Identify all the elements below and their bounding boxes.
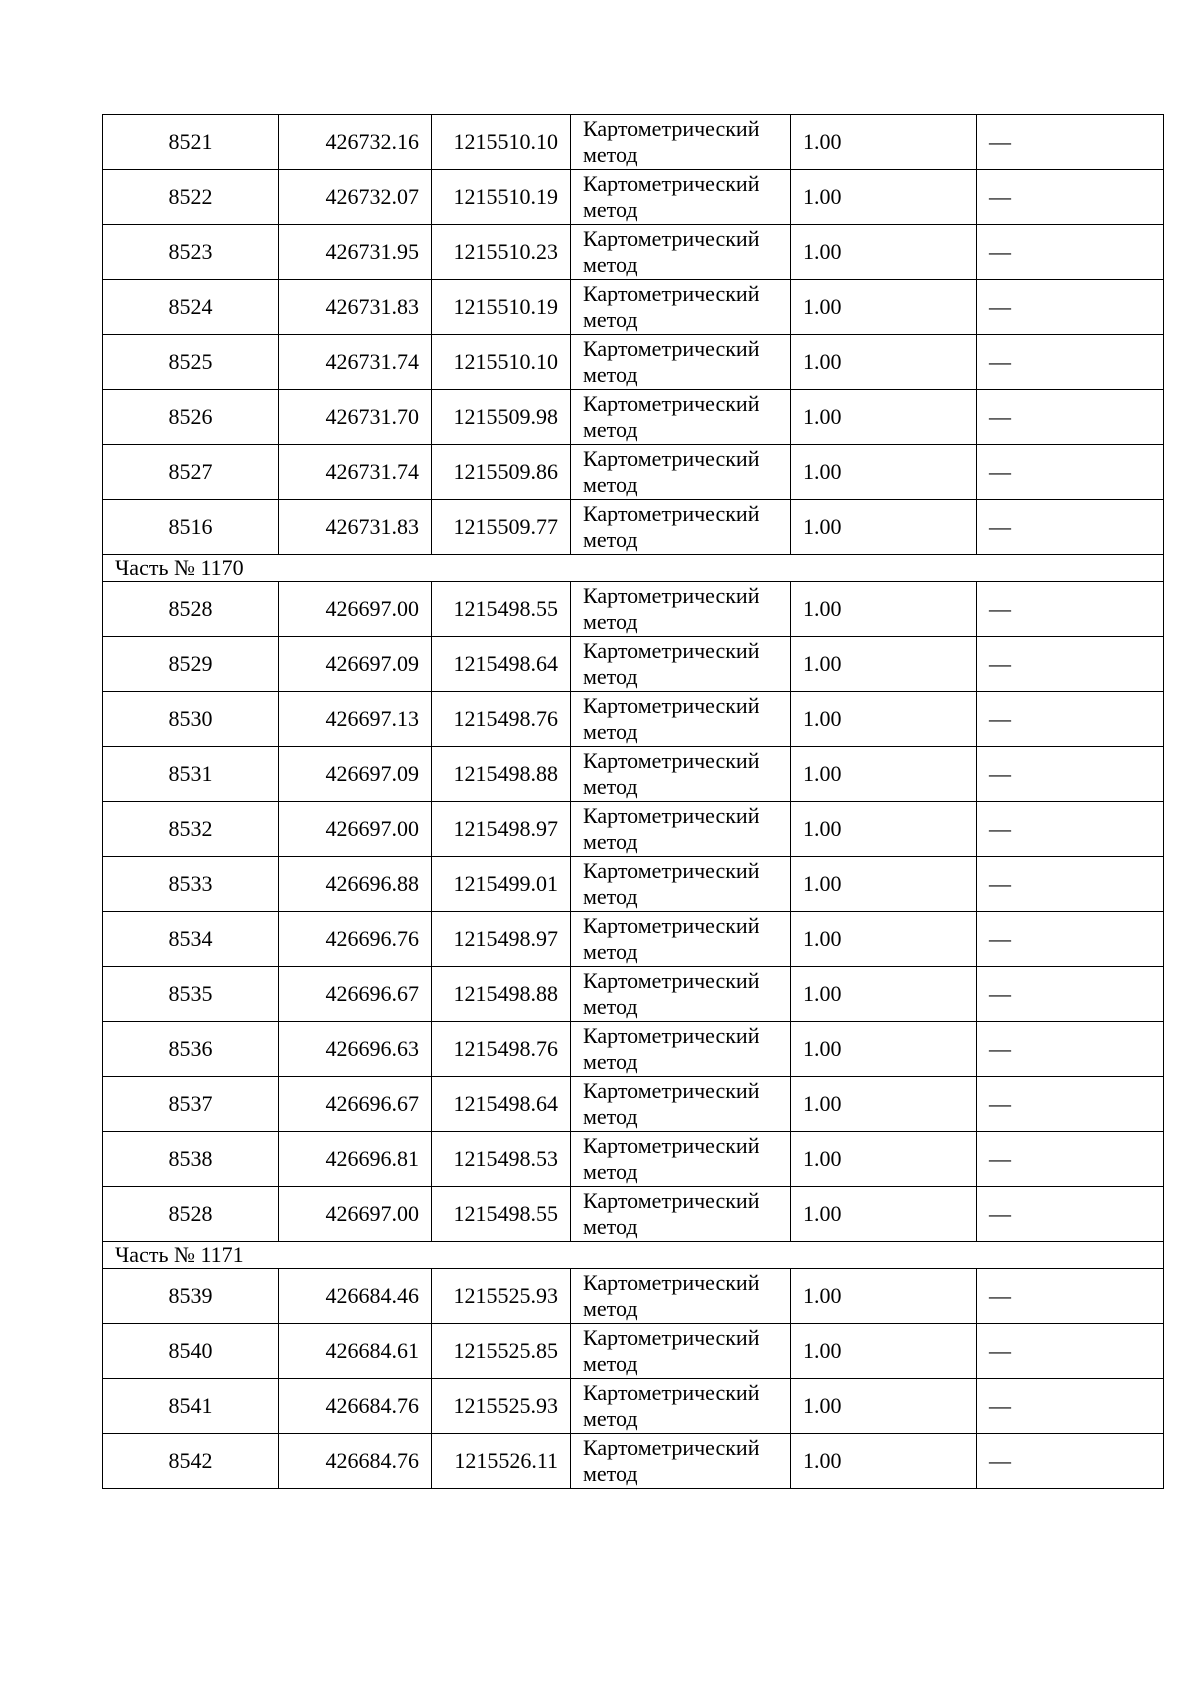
accuracy-cell: 1.00	[791, 1187, 977, 1242]
method-line-2: метод	[583, 417, 638, 442]
method-cell	[571, 1269, 791, 1324]
description-cell: —	[977, 967, 1164, 1022]
description-cell: —	[977, 500, 1164, 555]
method-cell	[571, 637, 791, 692]
table-row	[103, 335, 1164, 390]
method-cell	[571, 170, 791, 225]
method-line-1: Картометрический	[583, 858, 760, 883]
method-cell	[571, 1324, 791, 1379]
method-line-2: метод	[583, 829, 638, 854]
method-cell	[571, 692, 791, 747]
point-number-cell: 8541	[103, 1379, 279, 1434]
y-coordinate-cell: 1215509.86	[432, 445, 571, 500]
y-coordinate-cell: 1215510.19	[432, 170, 571, 225]
description-cell: —	[977, 747, 1164, 802]
x-coordinate-cell: 426732.07	[279, 170, 432, 225]
x-coordinate-cell: 426696.67	[279, 967, 432, 1022]
table-row	[103, 225, 1164, 280]
accuracy-cell: 1.00	[791, 1269, 977, 1324]
accuracy-cell: 1.00	[791, 747, 977, 802]
point-number-cell: 8531	[103, 747, 279, 802]
point-number-cell: 8533	[103, 857, 279, 912]
accuracy-cell: 1.00	[791, 500, 977, 555]
y-coordinate-cell: 1215498.64	[432, 637, 571, 692]
table-row	[103, 1022, 1164, 1077]
description-cell: —	[977, 390, 1164, 445]
y-coordinate-cell: 1215525.93	[432, 1269, 571, 1324]
y-coordinate-cell: 1215498.88	[432, 747, 571, 802]
accuracy-cell: 1.00	[791, 335, 977, 390]
x-coordinate-cell: 426697.13	[279, 692, 432, 747]
table-row	[103, 1077, 1164, 1132]
method-line-2: метод	[583, 527, 638, 552]
point-number-cell: 8522	[103, 170, 279, 225]
description-cell: —	[977, 445, 1164, 500]
method-line-1: Картометрический	[583, 913, 760, 938]
y-coordinate-cell: 1215498.64	[432, 1077, 571, 1132]
x-coordinate-cell: 426697.00	[279, 582, 432, 637]
point-number-cell: 8527	[103, 445, 279, 500]
method-line-1: Картометрический	[583, 748, 760, 773]
section-label: Часть № 1171	[103, 1242, 1164, 1269]
method-line-2: метод	[583, 994, 638, 1019]
table-body	[103, 115, 1164, 1489]
method-line-1: Картометрический	[583, 1435, 760, 1460]
table-row	[103, 280, 1164, 335]
table-row	[103, 802, 1164, 857]
accuracy-cell: 1.00	[791, 912, 977, 967]
y-coordinate-cell: 1215526.11	[432, 1434, 571, 1489]
accuracy-cell: 1.00	[791, 967, 977, 1022]
method-line-1: Картометрический	[583, 803, 760, 828]
method-line-2: метод	[583, 142, 638, 167]
method-cell	[571, 115, 791, 170]
method-line-2: метод	[583, 609, 638, 634]
x-coordinate-cell: 426696.76	[279, 912, 432, 967]
x-coordinate-cell: 426697.09	[279, 747, 432, 802]
method-line-2: метод	[583, 664, 638, 689]
y-coordinate-cell: 1215498.53	[432, 1132, 571, 1187]
table-row	[103, 115, 1164, 170]
description-cell: —	[977, 857, 1164, 912]
y-coordinate-cell: 1215498.97	[432, 912, 571, 967]
table-row	[103, 445, 1164, 500]
point-number-cell: 8524	[103, 280, 279, 335]
point-number-cell: 8532	[103, 802, 279, 857]
accuracy-cell: 1.00	[791, 1324, 977, 1379]
method-line-2: метод	[583, 1104, 638, 1129]
coordinates-table	[102, 114, 1164, 1489]
method-line-1: Картометрический	[583, 583, 760, 608]
description-cell: —	[977, 170, 1164, 225]
method-line-2: метод	[583, 1049, 638, 1074]
point-number-cell: 8534	[103, 912, 279, 967]
description-cell: —	[977, 1379, 1164, 1434]
method-line-2: метод	[583, 1406, 638, 1431]
x-coordinate-cell: 426684.76	[279, 1379, 432, 1434]
point-number-cell: 8529	[103, 637, 279, 692]
point-number-cell: 8526	[103, 390, 279, 445]
table-row	[103, 857, 1164, 912]
method-line-1: Картометрический	[583, 693, 760, 718]
section-label: Часть № 1170	[103, 555, 1164, 582]
description-cell: —	[977, 802, 1164, 857]
point-number-cell: 8538	[103, 1132, 279, 1187]
accuracy-cell: 1.00	[791, 802, 977, 857]
method-cell	[571, 445, 791, 500]
y-coordinate-cell: 1215510.10	[432, 335, 571, 390]
method-line-1: Картометрический	[583, 638, 760, 663]
point-number-cell: 8528	[103, 582, 279, 637]
description-cell: —	[977, 1269, 1164, 1324]
y-coordinate-cell: 1215509.77	[432, 500, 571, 555]
description-cell: —	[977, 225, 1164, 280]
method-line-2: метод	[583, 1296, 638, 1321]
method-line-2: метод	[583, 472, 638, 497]
description-cell: —	[977, 637, 1164, 692]
accuracy-cell: 1.00	[791, 225, 977, 280]
method-cell	[571, 747, 791, 802]
x-coordinate-cell: 426697.00	[279, 1187, 432, 1242]
method-cell	[571, 1434, 791, 1489]
description-cell: —	[977, 1324, 1164, 1379]
description-cell: —	[977, 1187, 1164, 1242]
table-row	[103, 747, 1164, 802]
x-coordinate-cell: 426731.83	[279, 280, 432, 335]
method-cell	[571, 1077, 791, 1132]
x-coordinate-cell: 426697.00	[279, 802, 432, 857]
method-cell	[571, 500, 791, 555]
x-coordinate-cell: 426696.81	[279, 1132, 432, 1187]
method-line-2: метод	[583, 307, 638, 332]
y-coordinate-cell: 1215509.98	[432, 390, 571, 445]
table-row	[103, 1434, 1164, 1489]
table-row	[103, 637, 1164, 692]
point-number-cell: 8530	[103, 692, 279, 747]
accuracy-cell: 1.00	[791, 637, 977, 692]
x-coordinate-cell: 426697.09	[279, 637, 432, 692]
y-coordinate-cell: 1215498.76	[432, 692, 571, 747]
point-number-cell: 8521	[103, 115, 279, 170]
method-line-1: Картометрический	[583, 281, 760, 306]
method-line-1: Картометрический	[583, 1023, 760, 1048]
method-cell	[571, 967, 791, 1022]
y-coordinate-cell: 1215525.85	[432, 1324, 571, 1379]
description-cell: —	[977, 335, 1164, 390]
method-cell	[571, 1379, 791, 1434]
accuracy-cell: 1.00	[791, 1379, 977, 1434]
point-number-cell: 8523	[103, 225, 279, 280]
method-line-1: Картометрический	[583, 116, 760, 141]
y-coordinate-cell: 1215510.10	[432, 115, 571, 170]
accuracy-cell: 1.00	[791, 857, 977, 912]
method-cell	[571, 280, 791, 335]
point-number-cell: 8537	[103, 1077, 279, 1132]
section-header-row	[103, 555, 1164, 582]
method-line-1: Картометрический	[583, 336, 760, 361]
y-coordinate-cell: 1215498.76	[432, 1022, 571, 1077]
accuracy-cell: 1.00	[791, 445, 977, 500]
y-coordinate-cell: 1215498.55	[432, 1187, 571, 1242]
table-row	[103, 967, 1164, 1022]
description-cell: —	[977, 115, 1164, 170]
method-line-2: метод	[583, 719, 638, 744]
accuracy-cell: 1.00	[791, 115, 977, 170]
method-line-2: метод	[583, 1461, 638, 1486]
point-number-cell: 8535	[103, 967, 279, 1022]
method-line-2: метод	[583, 939, 638, 964]
y-coordinate-cell: 1215499.01	[432, 857, 571, 912]
accuracy-cell: 1.00	[791, 1077, 977, 1132]
method-line-1: Картометрический	[583, 1380, 760, 1405]
method-line-2: метод	[583, 252, 638, 277]
x-coordinate-cell: 426731.83	[279, 500, 432, 555]
method-line-1: Картометрический	[583, 1270, 760, 1295]
description-cell: —	[977, 1434, 1164, 1489]
method-cell	[571, 582, 791, 637]
method-cell	[571, 912, 791, 967]
method-cell	[571, 857, 791, 912]
x-coordinate-cell: 426696.67	[279, 1077, 432, 1132]
method-line-2: метод	[583, 197, 638, 222]
x-coordinate-cell: 426684.76	[279, 1434, 432, 1489]
description-cell: —	[977, 692, 1164, 747]
method-line-2: метод	[583, 362, 638, 387]
point-number-cell: 8525	[103, 335, 279, 390]
accuracy-cell: 1.00	[791, 390, 977, 445]
x-coordinate-cell: 426731.70	[279, 390, 432, 445]
table-row	[103, 912, 1164, 967]
table-row	[103, 1132, 1164, 1187]
y-coordinate-cell: 1215525.93	[432, 1379, 571, 1434]
accuracy-cell: 1.00	[791, 170, 977, 225]
x-coordinate-cell: 426684.46	[279, 1269, 432, 1324]
x-coordinate-cell: 426696.88	[279, 857, 432, 912]
y-coordinate-cell: 1215498.97	[432, 802, 571, 857]
y-coordinate-cell: 1215510.19	[432, 280, 571, 335]
accuracy-cell: 1.00	[791, 692, 977, 747]
table-row	[103, 1324, 1164, 1379]
x-coordinate-cell: 426731.74	[279, 335, 432, 390]
method-line-2: метод	[583, 1159, 638, 1184]
method-line-1: Картометрический	[583, 968, 760, 993]
y-coordinate-cell: 1215498.88	[432, 967, 571, 1022]
method-cell	[571, 1132, 791, 1187]
table-row	[103, 1187, 1164, 1242]
table-row	[103, 390, 1164, 445]
description-cell: —	[977, 1077, 1164, 1132]
table-row	[103, 500, 1164, 555]
method-cell	[571, 335, 791, 390]
description-cell: —	[977, 912, 1164, 967]
method-cell	[571, 225, 791, 280]
description-cell: —	[977, 280, 1164, 335]
method-line-1: Картометрический	[583, 446, 760, 471]
method-line-2: метод	[583, 1214, 638, 1239]
method-cell	[571, 1187, 791, 1242]
x-coordinate-cell: 426732.16	[279, 115, 432, 170]
accuracy-cell: 1.00	[791, 1022, 977, 1077]
accuracy-cell: 1.00	[791, 1132, 977, 1187]
method-cell	[571, 802, 791, 857]
point-number-cell: 8539	[103, 1269, 279, 1324]
method-line-1: Картометрический	[583, 1133, 760, 1158]
method-line-2: метод	[583, 774, 638, 799]
table-row	[103, 1379, 1164, 1434]
method-cell	[571, 390, 791, 445]
method-line-1: Картометрический	[583, 1078, 760, 1103]
x-coordinate-cell: 426696.63	[279, 1022, 432, 1077]
accuracy-cell: 1.00	[791, 582, 977, 637]
description-cell: —	[977, 1022, 1164, 1077]
method-line-1: Картометрический	[583, 391, 760, 416]
accuracy-cell: 1.00	[791, 280, 977, 335]
y-coordinate-cell: 1215510.23	[432, 225, 571, 280]
x-coordinate-cell: 426731.95	[279, 225, 432, 280]
point-number-cell: 8536	[103, 1022, 279, 1077]
description-cell: —	[977, 582, 1164, 637]
description-cell: —	[977, 1132, 1164, 1187]
section-header-row	[103, 1242, 1164, 1269]
method-line-1: Картометрический	[583, 171, 760, 196]
point-number-cell: 8516	[103, 500, 279, 555]
y-coordinate-cell: 1215498.55	[432, 582, 571, 637]
method-line-1: Картометрический	[583, 226, 760, 251]
accuracy-cell: 1.00	[791, 1434, 977, 1489]
method-line-2: метод	[583, 1351, 638, 1376]
method-cell	[571, 1022, 791, 1077]
method-line-1: Картометрический	[583, 1325, 760, 1350]
point-number-cell: 8528	[103, 1187, 279, 1242]
method-line-1: Картометрический	[583, 501, 760, 526]
table-row	[103, 692, 1164, 747]
table-row	[103, 170, 1164, 225]
point-number-cell: 8540	[103, 1324, 279, 1379]
method-line-2: метод	[583, 884, 638, 909]
table-row	[103, 582, 1164, 637]
x-coordinate-cell: 426684.61	[279, 1324, 432, 1379]
point-number-cell: 8542	[103, 1434, 279, 1489]
method-line-1: Картометрический	[583, 1188, 760, 1213]
x-coordinate-cell: 426731.74	[279, 445, 432, 500]
table-row	[103, 1269, 1164, 1324]
